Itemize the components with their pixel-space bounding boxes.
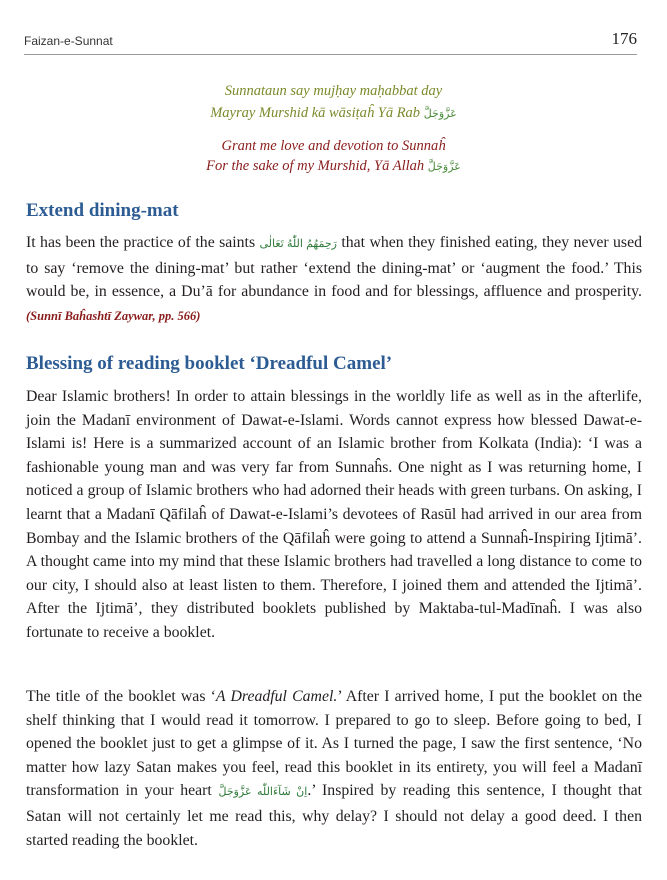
- paragraph-dining-mat: [26, 231, 642, 328]
- translation-line-1: Grant me love and devotion to Sunnaĥ: [221, 138, 446, 154]
- paragraph-text: The title of the booklet was ‘: [26, 688, 216, 705]
- couplet-line-2-text: Mayray Murshid kā wāsiṭaĥ Yā Rab: [210, 105, 421, 121]
- book-title: Faizan-e-Sunnat: [24, 34, 113, 48]
- honorific-calligraphy: عَزَّوَجَلَّ: [423, 108, 457, 120]
- booklet-title: A Dreadful Camel.: [215, 688, 338, 705]
- couplet-line-2: [0, 102, 667, 125]
- translation-line-2-text: For the sake of my Murshid, Yā Allah: [206, 158, 425, 174]
- page-header: [24, 28, 637, 55]
- paragraph-text: ’ After I arrived home, I put the booklet on the shelf thinking that I would read it tomorrow. I prepared to go to sleep. Before going to bed, I opened the booklet just to get a glimpse of it. As I turned the page, I saw the first sentence, ‘No matter how lazy Satan makes you feel, read this booklet in its entirety, you will feel a Madanī transformation in your heart: [26, 688, 642, 800]
- honorific-calligraphy: عَزَّوَجَلَّ: [427, 161, 461, 173]
- couplet-translation: [0, 136, 667, 177]
- honorific-calligraphy: اِنْ شَآءَاللّٰه عَزَّوَجَلَّ: [218, 786, 308, 799]
- citation: (Sunnī Baĥashtī Zaywar, pp. 566): [26, 308, 201, 323]
- section-heading-extend-dining-mat: Extend dining-mat: [26, 200, 179, 221]
- paragraph-booklet-title: [26, 685, 642, 852]
- paragraph-text: It has been the practice of the saints: [26, 234, 260, 251]
- couplet: [0, 80, 667, 125]
- section-heading-dreadful-camel: Blessing of reading booklet ‘Dreadful Camel’: [26, 353, 393, 374]
- paragraph-text: that when they finished eating, they never used to say ‘remove the dining-mat’ but rather ‘extend the dining-mat’ or ‘augment the food.’ This would be, in essence, a Du’ā for abundance in food and for blessings, affluence and prosperity.: [26, 234, 642, 301]
- couplet-line-1: Sunnataun say mujḥay maḥabbat day: [224, 83, 443, 99]
- paragraph-islamic-brothers: Dear Islamic brothers! In order to attain blessings in the worldly life as well as in the afterlife, join the Madanī environment of Dawat-e-Islami. Words cannot express how blessed Dawat-e-Islami is! Here is a summarized account of an Islamic brother from Kolkata (India): ‘I was a fashionable young man and was very far from Sunnaĥs. One night as I was returning home, I noticed a group of Islamic brothers who had adorned their heads with green turbans. On asking, I learnt that a Madanī Qāfilaĥ of Dawat-e-Islami’s devotees of Rasūl had arrived in our area from Bombay and the Islamic brothers of the Qāfilaĥ were going to attend a Sunnaĥ-Inspiring Ijtimā’. A thought came into my mind that these Islamic brothers had travelled a long distance to come to our city, I should also at least listen to them. Therefore, I joined them and attended the Ijtimā’. After the Ijtimā’, they distributed booklets published by Maktaba-tul-Madīnaĥ. I was also fortunate to receive a booklet.: [26, 388, 642, 641]
- honorific-calligraphy: رَحِمَهُمُ اللّٰهُ تَعَالٰی: [259, 238, 337, 250]
- paragraph-text: .’ Inspired by reading this sentence, I thought that Satan will not certainly let me read this, why delay? I should not delay a good deed. I then started reading the booklet.: [26, 782, 642, 849]
- page-number: 176: [611, 29, 637, 48]
- translation-line-2: [0, 156, 667, 177]
